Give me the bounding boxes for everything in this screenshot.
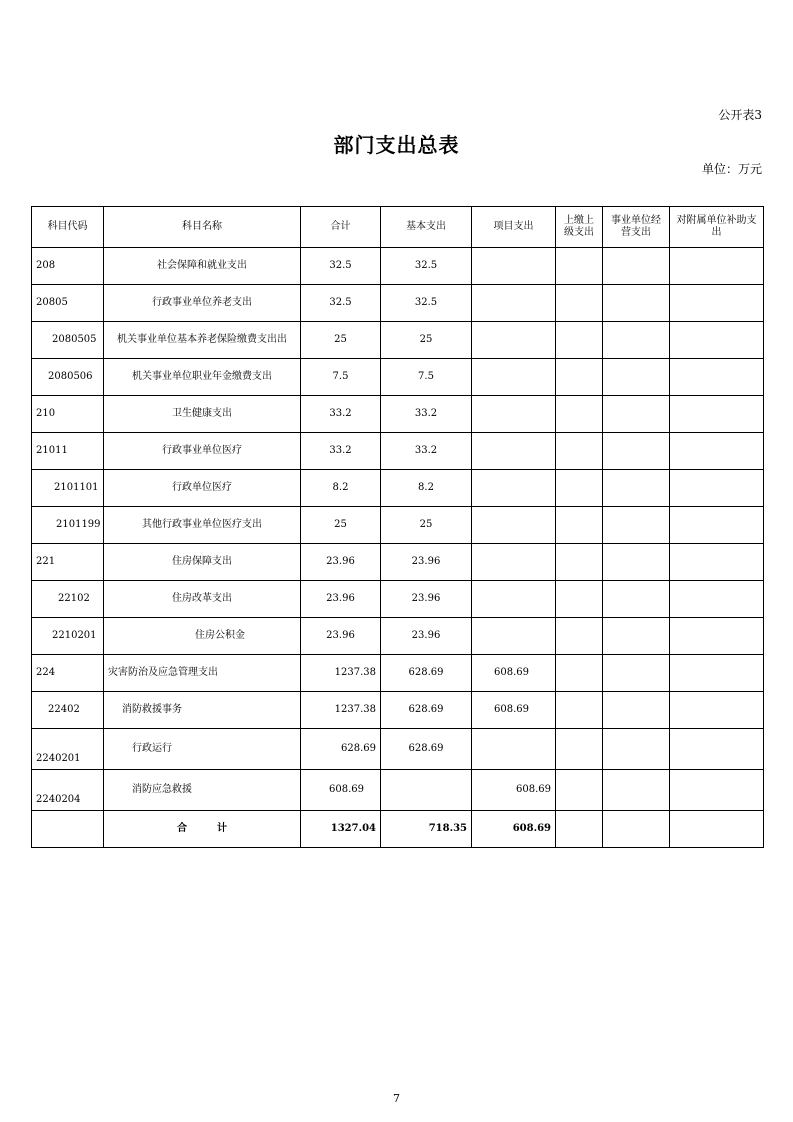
cell-name: 行政运行 bbox=[104, 729, 301, 770]
cell-subsidy bbox=[670, 396, 764, 433]
cell-name: 消防应急救援 bbox=[104, 770, 301, 811]
cell-subsidy bbox=[670, 433, 764, 470]
cell-subsidy bbox=[670, 322, 764, 359]
cell-name: 灾害防治及应急管理支出 bbox=[104, 655, 301, 692]
cell-project bbox=[472, 470, 556, 507]
cell-code: 221 bbox=[32, 544, 104, 581]
cell-basic: 32.5 bbox=[381, 248, 472, 285]
cell-business bbox=[603, 544, 670, 581]
cell-total: 628.69 bbox=[301, 729, 381, 770]
cell-code: 22402 bbox=[32, 692, 104, 729]
cell-total: 608.69 bbox=[301, 770, 381, 811]
table-row bbox=[32, 770, 764, 811]
cell-name: 消防救援事务 bbox=[104, 692, 301, 729]
cell-code bbox=[32, 811, 104, 848]
cell-basic: 23.96 bbox=[381, 618, 472, 655]
table-row bbox=[32, 396, 764, 433]
cell-code: 21011 bbox=[32, 433, 104, 470]
cell-business bbox=[603, 770, 670, 811]
page-number: 7 bbox=[393, 1092, 400, 1105]
cell-code: 22102 bbox=[32, 581, 104, 618]
cell-business bbox=[603, 285, 670, 322]
cell-name: 住房改革支出 bbox=[104, 581, 301, 618]
header-subsidy: 对附属单位补助支出 bbox=[670, 207, 764, 248]
header-total: 合计 bbox=[301, 207, 381, 248]
cell-total: 23.96 bbox=[301, 544, 381, 581]
cell-business bbox=[603, 618, 670, 655]
cell-basic: 628.69 bbox=[381, 729, 472, 770]
header-business: 事业单位经营支出 bbox=[603, 207, 670, 248]
cell-basic: 33.2 bbox=[381, 396, 472, 433]
cell-basic: 7.5 bbox=[381, 359, 472, 396]
cell-project: 608.69 bbox=[472, 655, 556, 692]
table-row bbox=[32, 581, 764, 618]
cell-upper bbox=[556, 396, 603, 433]
cell-total: 8.2 bbox=[301, 470, 381, 507]
cell-total: 1237.38 bbox=[301, 655, 381, 692]
cell-upper bbox=[556, 470, 603, 507]
table-row bbox=[32, 433, 764, 470]
cell-business bbox=[603, 692, 670, 729]
table-row bbox=[32, 618, 764, 655]
cell-subsidy bbox=[670, 811, 764, 848]
cell-basic: 628.69 bbox=[381, 655, 472, 692]
cell-business bbox=[603, 470, 670, 507]
cell-code: 2210201 bbox=[32, 618, 104, 655]
cell-subsidy bbox=[670, 470, 764, 507]
cell-subsidy bbox=[670, 248, 764, 285]
table-row bbox=[32, 359, 764, 396]
cell-basic: 8.2 bbox=[381, 470, 472, 507]
cell-business bbox=[603, 322, 670, 359]
cell-subsidy bbox=[670, 581, 764, 618]
cell-upper bbox=[556, 507, 603, 544]
cell-project bbox=[472, 729, 556, 770]
total-project: 608.69 bbox=[472, 811, 556, 848]
table-row bbox=[32, 248, 764, 285]
cell-business bbox=[603, 507, 670, 544]
cell-name: 机关事业单位职业年金缴费支出 bbox=[104, 359, 301, 396]
cell-basic: 33.2 bbox=[381, 433, 472, 470]
cell-name: 行政事业单位医疗 bbox=[104, 433, 301, 470]
table-header-row bbox=[32, 207, 764, 248]
table-row bbox=[32, 507, 764, 544]
total-amount: 1327.04 bbox=[301, 811, 381, 848]
cell-total: 1237.38 bbox=[301, 692, 381, 729]
cell-code: 224 bbox=[32, 655, 104, 692]
cell-name: 行政单位医疗 bbox=[104, 470, 301, 507]
cell-business bbox=[603, 729, 670, 770]
cell-basic: 25 bbox=[381, 507, 472, 544]
table-row bbox=[32, 692, 764, 729]
cell-name: 住房公积金 bbox=[104, 618, 301, 655]
cell-name: 机关事业单位基本养老保险缴费支出出 bbox=[104, 322, 301, 359]
cell-name: 其他行政事业单位医疗支出 bbox=[104, 507, 301, 544]
cell-total: 32.5 bbox=[301, 248, 381, 285]
cell-total: 32.5 bbox=[301, 285, 381, 322]
cell-business bbox=[603, 811, 670, 848]
table-row bbox=[32, 322, 764, 359]
cell-total: 7.5 bbox=[301, 359, 381, 396]
total-row bbox=[32, 811, 764, 848]
header-upper: 上缴上级支出 bbox=[556, 207, 603, 248]
cell-code: 2101101 bbox=[32, 470, 104, 507]
header-code: 科目代码 bbox=[32, 207, 104, 248]
cell-basic: 25 bbox=[381, 322, 472, 359]
total-basic: 718.35 bbox=[381, 811, 472, 848]
cell-basic: 23.96 bbox=[381, 581, 472, 618]
cell-project bbox=[472, 359, 556, 396]
cell-upper bbox=[556, 655, 603, 692]
header-project: 项目支出 bbox=[472, 207, 556, 248]
cell-upper bbox=[556, 618, 603, 655]
cell-subsidy bbox=[670, 655, 764, 692]
expense-table bbox=[31, 206, 764, 848]
cell-subsidy bbox=[670, 544, 764, 581]
cell-upper bbox=[556, 544, 603, 581]
cell-name: 行政事业单位养老支出 bbox=[104, 285, 301, 322]
table-id-label: 公开表3 bbox=[718, 108, 762, 122]
cell-subsidy bbox=[670, 692, 764, 729]
cell-code: 210 bbox=[32, 396, 104, 433]
total-label: 合 计 bbox=[104, 811, 301, 848]
cell-total: 23.96 bbox=[301, 581, 381, 618]
table-row bbox=[32, 655, 764, 692]
cell-basic: 23.96 bbox=[381, 544, 472, 581]
cell-code: 2101199 bbox=[32, 507, 104, 544]
cell-code: 208 bbox=[32, 248, 104, 285]
cell-upper bbox=[556, 285, 603, 322]
cell-total: 33.2 bbox=[301, 396, 381, 433]
cell-subsidy bbox=[670, 618, 764, 655]
cell-business bbox=[603, 396, 670, 433]
cell-upper bbox=[556, 248, 603, 285]
cell-business bbox=[603, 655, 670, 692]
cell-project bbox=[472, 248, 556, 285]
page-title: 部门支出总表 bbox=[333, 133, 460, 157]
cell-business bbox=[603, 359, 670, 396]
cell-project bbox=[472, 581, 556, 618]
cell-project bbox=[472, 396, 556, 433]
cell-code: 2080506 bbox=[32, 359, 104, 396]
cell-upper bbox=[556, 770, 603, 811]
cell-business bbox=[603, 248, 670, 285]
table-row bbox=[32, 470, 764, 507]
cell-upper bbox=[556, 692, 603, 729]
cell-code: 2240201 bbox=[32, 729, 104, 770]
cell-subsidy bbox=[670, 359, 764, 396]
cell-subsidy bbox=[670, 285, 764, 322]
cell-basic: 628.69 bbox=[381, 692, 472, 729]
cell-total: 25 bbox=[301, 322, 381, 359]
cell-project bbox=[472, 322, 556, 359]
cell-project bbox=[472, 433, 556, 470]
cell-business bbox=[603, 433, 670, 470]
cell-name: 社会保障和就业支出 bbox=[104, 248, 301, 285]
cell-project bbox=[472, 507, 556, 544]
cell-subsidy bbox=[670, 770, 764, 811]
table-row bbox=[32, 544, 764, 581]
cell-upper bbox=[556, 581, 603, 618]
header-basic: 基本支出 bbox=[381, 207, 472, 248]
cell-project: 608.69 bbox=[472, 692, 556, 729]
cell-name: 卫生健康支出 bbox=[104, 396, 301, 433]
unit-label: 单位：万元 bbox=[701, 162, 762, 176]
cell-business bbox=[603, 581, 670, 618]
cell-total: 23.96 bbox=[301, 618, 381, 655]
cell-name: 住房保障支出 bbox=[104, 544, 301, 581]
cell-upper bbox=[556, 322, 603, 359]
cell-project bbox=[472, 544, 556, 581]
table-row bbox=[32, 729, 764, 770]
cell-project: 608.69 bbox=[472, 770, 556, 811]
cell-total: 33.2 bbox=[301, 433, 381, 470]
cell-project bbox=[472, 618, 556, 655]
cell-subsidy bbox=[670, 729, 764, 770]
header-name: 科目名称 bbox=[104, 207, 301, 248]
cell-subsidy bbox=[670, 507, 764, 544]
cell-code: 2240204 bbox=[32, 770, 104, 811]
cell-upper bbox=[556, 811, 603, 848]
table-row bbox=[32, 285, 764, 322]
cell-upper bbox=[556, 729, 603, 770]
cell-code: 2080505 bbox=[32, 322, 104, 359]
cell-project bbox=[472, 285, 556, 322]
cell-upper bbox=[556, 359, 603, 396]
cell-code: 20805 bbox=[32, 285, 104, 322]
cell-basic bbox=[381, 770, 472, 811]
cell-upper bbox=[556, 433, 603, 470]
cell-basic: 32.5 bbox=[381, 285, 472, 322]
cell-total: 25 bbox=[301, 507, 381, 544]
